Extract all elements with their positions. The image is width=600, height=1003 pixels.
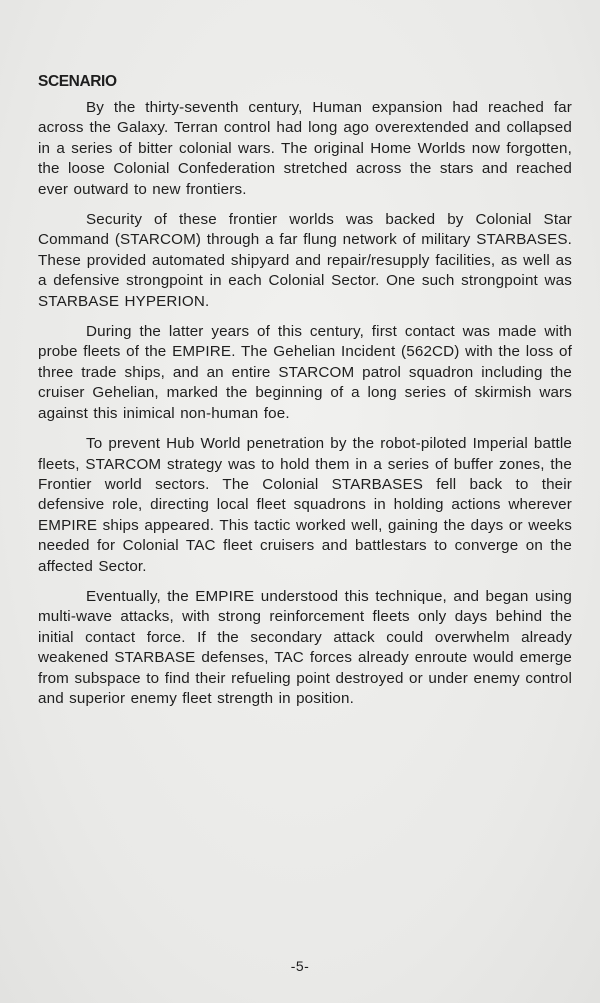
- paragraph-2: Security of these frontier worlds was backed by Colonial Star Command (STARCOM) through a far flung network of military STARBASES. These provided automated shipyard and repair/resupply facilities, as well as a defensive strongpoint in each Colonial Sector. One such strongpoint was STARBASE HYPERION.: [38, 211, 572, 310]
- paragraph-3: During the latter years of this century, first contact was made with probe fleets of the EMPIRE. The Gehelian Incident (562CD) with the loss of three trade ships, and an entire STARCOM patrol squadron including the cruiser Gehelian, marked the beginning of a long series of skirmish wars against this inimical non-human foe.: [38, 323, 572, 422]
- section-heading: SCENARIO: [38, 73, 117, 90]
- page-content: [38, 72, 572, 719]
- paragraph-1: By the thirty-seventh century, Human expansion had reached far across the Galaxy. Terran control had long ago overextended and collapsed in a series of bitter colonial wars. The original Home Worlds now forgotten, the loose Colonial Confederation stretched across the stars and reached ever outward to new frontiers.: [38, 99, 572, 198]
- paragraph-5: Eventually, the EMPIRE understood this technique, and began using multi-wave attacks, with strong reinforcement fleets only days behind the initial contact force. If the secondary attack could overwhelm already weakened STARBASE defenses, TAC forces already enroute would emerge from subspace to find their refueling point destroyed or under enemy control and superior enemy fleet strength in position.: [38, 587, 572, 707]
- page-number: -5-: [290, 958, 310, 974]
- paragraph-4: To prevent Hub World penetration by the robot-piloted Imperial battle fleets, STARCOM strategy was to hold them in a series of buffer zones, the Frontier world sectors. The Colonial STARBASES fell back to their defensive role, directing local fleet squadrons in holding actions wherever EMPIRE ships appeared. This tactic worked well, gaining the days or weeks needed for Colonial TAC fleet cruisers and battlestars to converge on the affected Sector.: [38, 435, 572, 575]
